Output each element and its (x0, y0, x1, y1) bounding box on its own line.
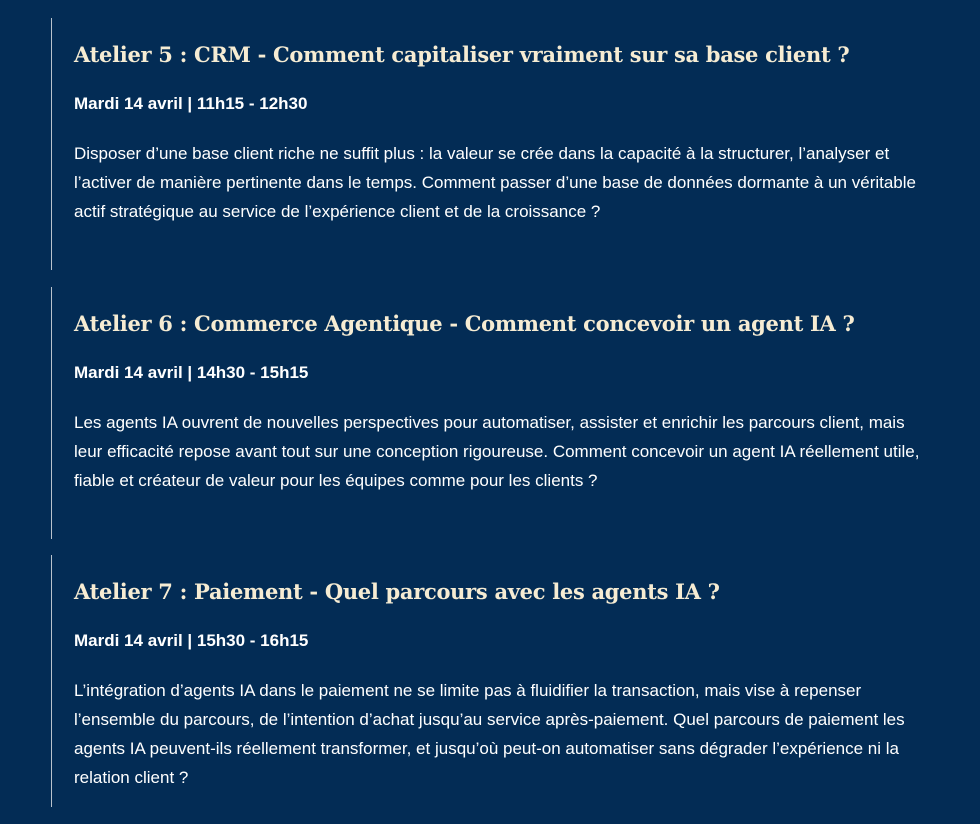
atelier-date: Mardi 14 avril | 14h30 - 15h15 (74, 363, 309, 382)
atelier-title: Atelier 5 : CRM - Comment capitaliser vraiment sur sa base client ? (74, 42, 850, 67)
atelier-description: Les agents IA ouvrent de nouvelles perspectives pour automatiser, assister et enrichir les parcours client, mais leur efficacité repose avant tout sur une conception rigoureuse. Comment concevoir un agent IA réellement utile, fiable et créateur de valeur pour les équipes comme pour les clients ? (74, 413, 920, 490)
atelier-title: Atelier 6 : Commerce Agentique - Comment concevoir un agent IA ? (74, 311, 855, 336)
atelier-description: L’intégration d’agents IA dans le paiement ne se limite pas à fluidifier la transaction, mais vise à repenser l’ensemble du parcours, de l’intention d’achat jusqu’au service après-paiement. Quel parcours de paiement les agents IA peuvent-ils réellement transformer, et jusqu’où peut-on automatiser sans dégrader l’expérience ni la relation client ? (74, 681, 905, 787)
atelier-6 (51, 287, 931, 539)
atelier-title: Atelier 7 : Paiement - Quel parcours avec les agents IA ? (74, 579, 720, 604)
atelier-description: Disposer d’une base client riche ne suffit plus : la valeur se crée dans la capacité à la structurer, l’analyser et l’activer de manière pertinente dans le temps. Comment passer d’une base de données dormante à un véritable actif stratégique au service de l’expérience client et de la croissance ? (74, 144, 916, 221)
atelier-7 (51, 555, 931, 807)
atelier-5 (51, 18, 931, 270)
atelier-date: Mardi 14 avril | 15h30 - 16h15 (74, 631, 309, 650)
atelier-date: Mardi 14 avril | 11h15 - 12h30 (74, 94, 308, 113)
